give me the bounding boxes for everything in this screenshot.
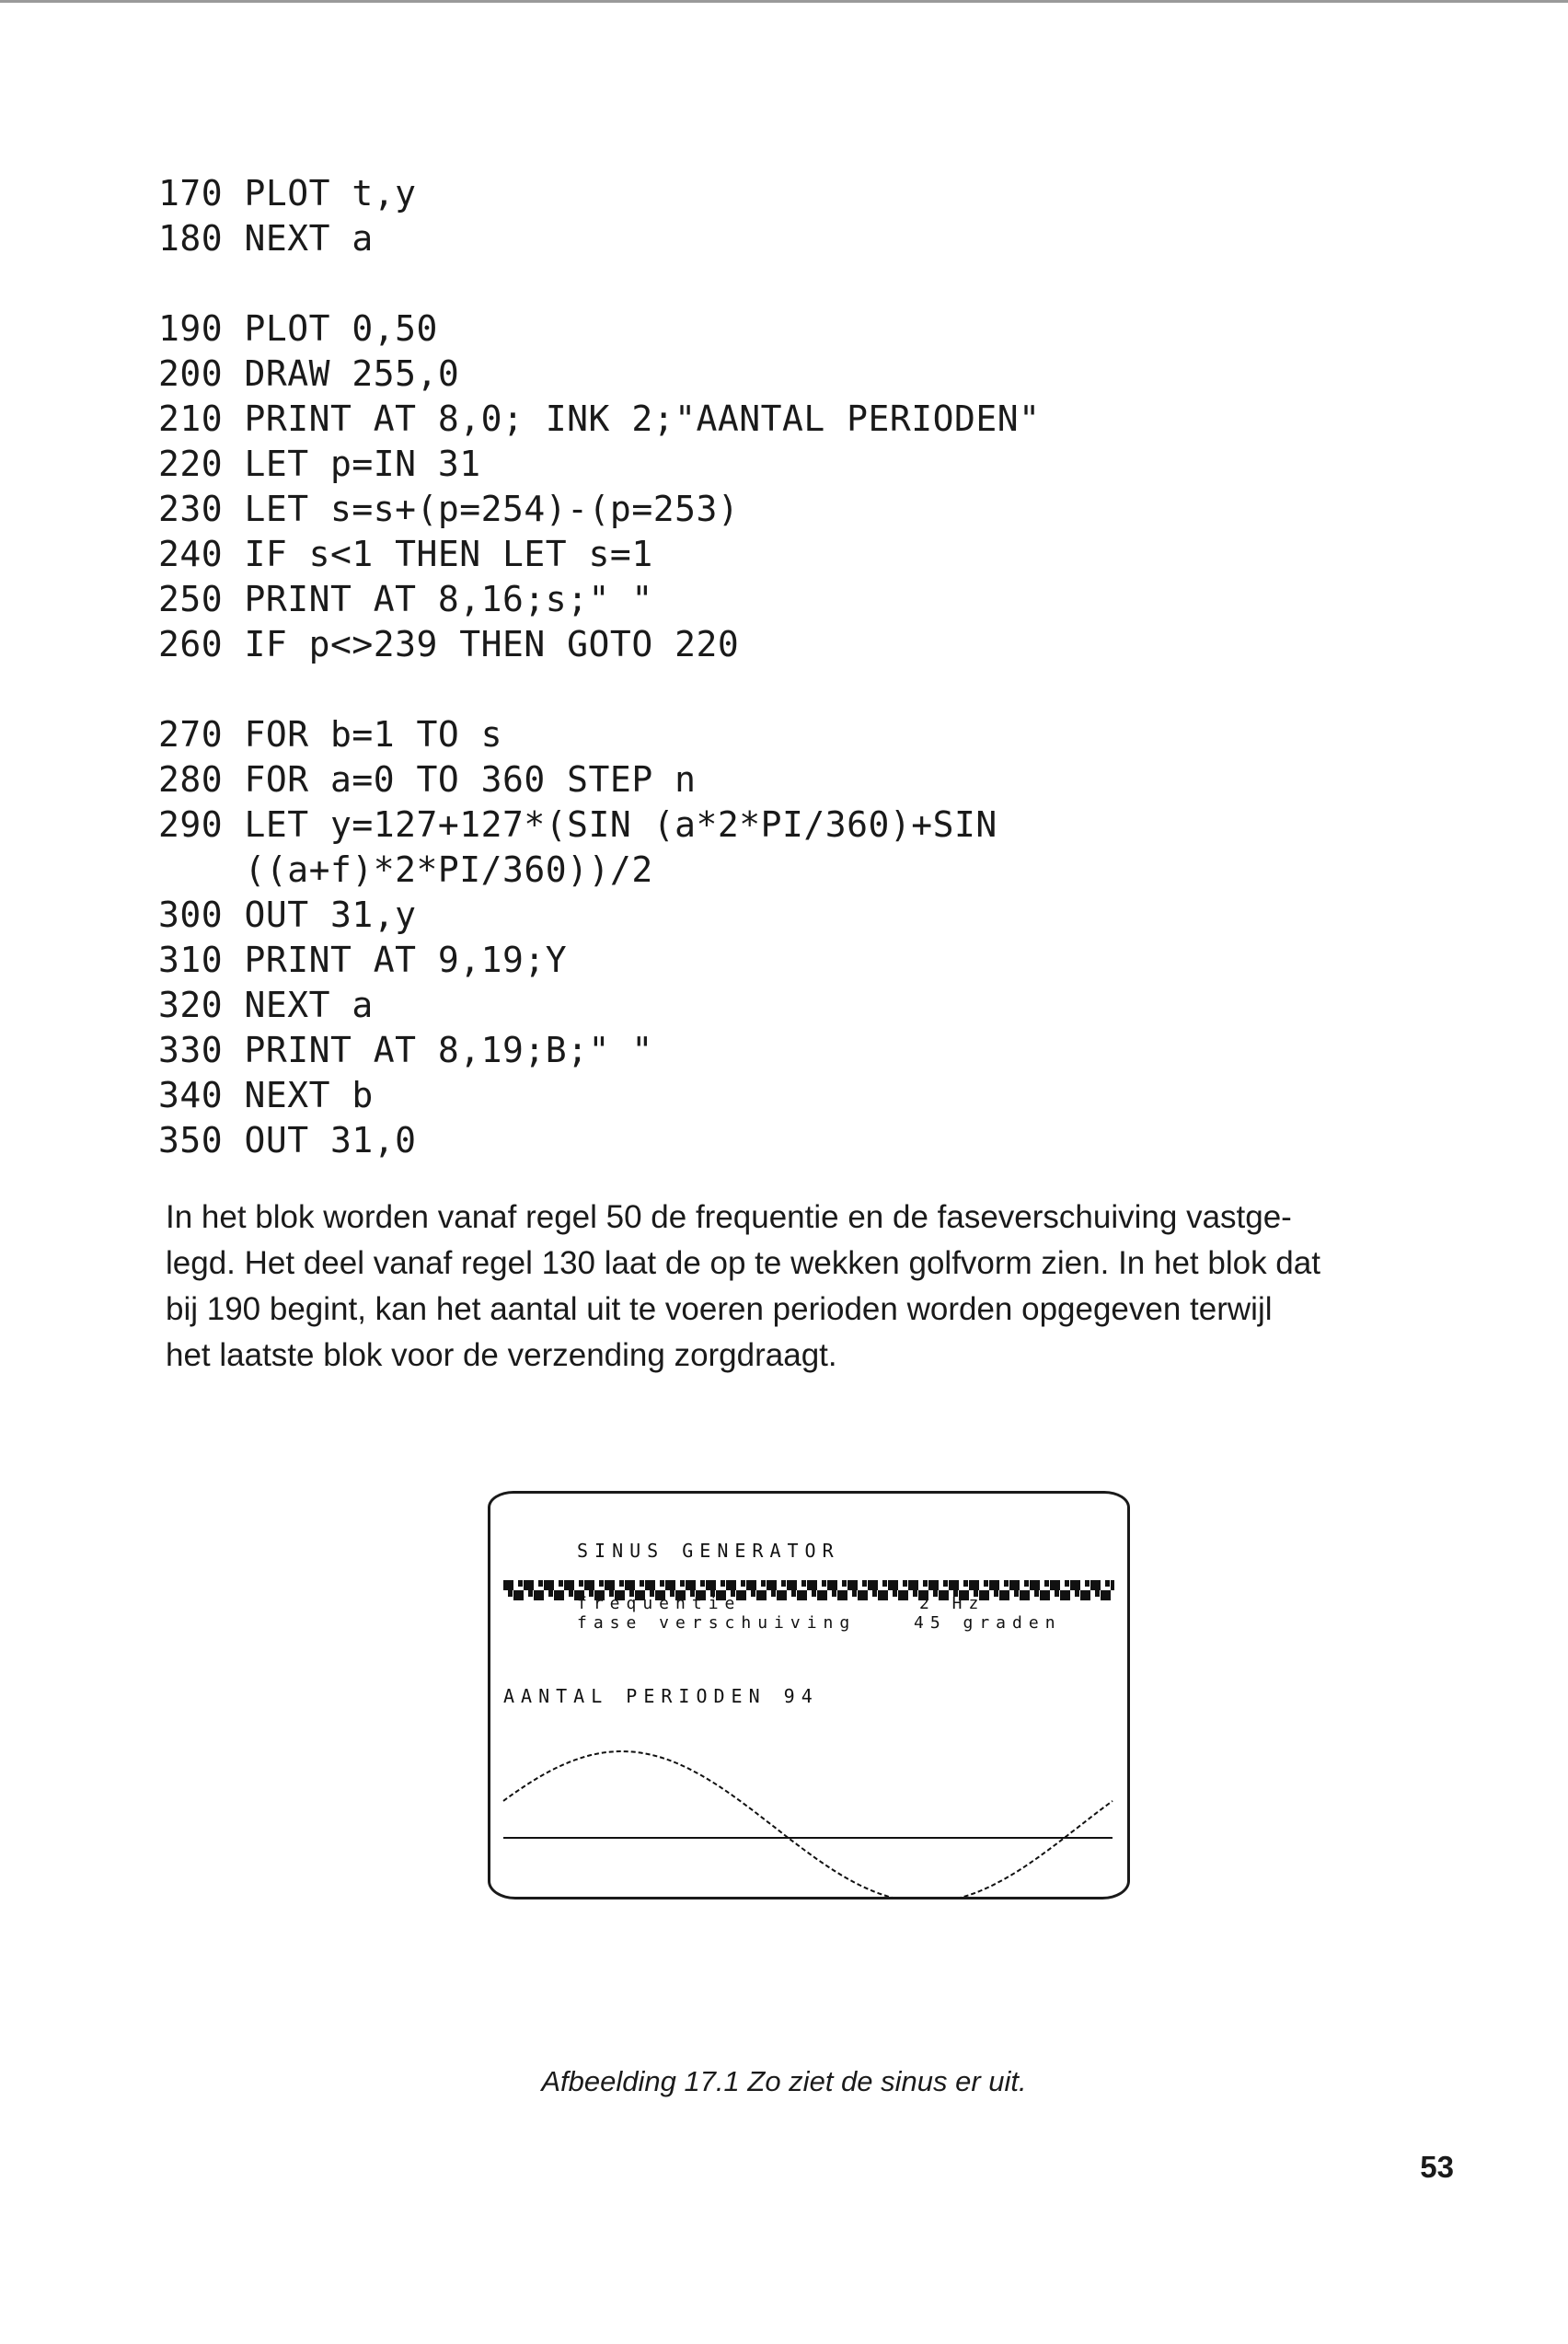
code-line: 180 NEXT a [158,218,374,259]
top-rule [0,0,1568,3]
screen-figure [488,1491,1130,1899]
code-line: ((a+f)*2*PI/360))/2 [158,849,653,890]
phase-label: fase verschuiving [577,1613,857,1633]
paragraph-line: In het blok worden vanaf regel 50 de frequentie en de faseverschuiving vastge- [166,1199,1292,1235]
code-line: 320 NEXT a [158,985,374,1025]
program-listing [158,171,1465,1163]
sine-curve [503,1751,1113,1897]
block-gap [158,261,1465,306]
code-line: 350 OUT 31,0 [158,1120,417,1160]
figure-caption: Afbeelding 17.1 Zo ziet de sinus er uit. [541,2065,1027,2097]
code-line: 220 LET p=IN 31 [158,444,481,484]
code-line: 270 FOR b=1 TO s [158,714,503,755]
block-gap [158,667,1465,712]
code-line: 240 IF s<1 THEN LET s=1 [158,534,653,574]
code-line: 340 NEXT b [158,1075,374,1115]
paragraph-line: legd. Het deel vanaf regel 130 laat de op te wekken golfvorm zien. In het blok dat [166,1245,1320,1281]
periods-readout: AANTAL PERIODEN 94 [503,1685,819,1707]
freq-label: frequentie [577,1594,742,1613]
code-line: 280 FOR a=0 TO 360 STEP n [158,759,697,800]
code-line: 290 LET y=127+127*(SIN (a*2*PI/360)+SIN [158,804,997,845]
code-line: 260 IF p<>239 THEN GOTO 220 [158,624,740,664]
code-line: 190 PLOT 0,50 [158,308,438,349]
waveform-plot [490,1494,1127,1897]
code-line: 330 PRINT AT 8,19;B;" " [158,1030,653,1070]
paragraph-line: het laatste blok voor de verzending zorgdraagt. [166,1337,837,1373]
page-number: 53 [1420,2150,1454,2184]
freq-value: 2 Hz [919,1594,986,1613]
code-line: 210 PRINT AT 8,0; INK 2;"AANTAL PERIODEN" [158,398,1041,439]
paragraph-line: bij 190 begint, kan het aantal uit te voeren perioden worden opgegeven terwijl [166,1291,1273,1327]
code-line: 250 PRINT AT 8,16;s;" " [158,579,653,619]
screen-title: SINUS GENERATOR [577,1540,840,1562]
code-line: 300 OUT 31,y [158,895,417,935]
code-line: 200 DRAW 255,0 [158,353,460,394]
phase-value: 45 graden [914,1613,1062,1633]
code-line: 310 PRINT AT 9,19;Y [158,940,568,980]
body-paragraph [166,1195,1454,1379]
code-line: 170 PLOT t,y [158,173,417,214]
code-line: 230 LET s=s+(p=254)-(p=253) [158,489,740,529]
